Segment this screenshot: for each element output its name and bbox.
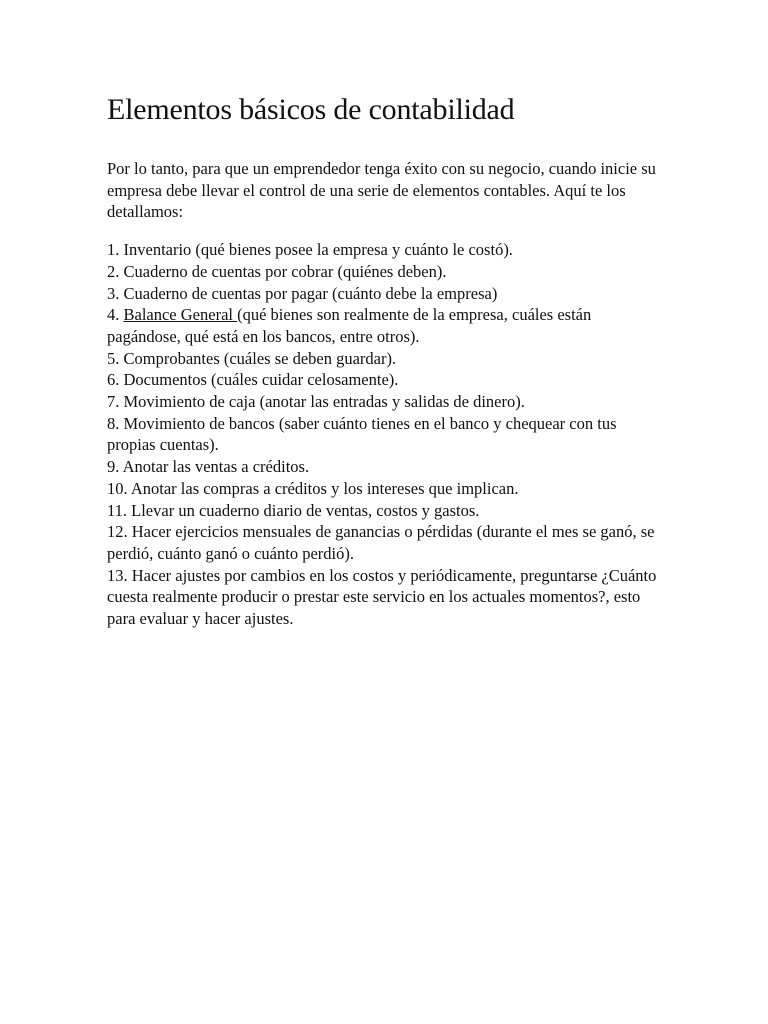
list-item: 12. Hacer ejercicios mensuales de ganancias o pérdidas (durante el mes se ganó, se perdió, cuánto ganó o cuánto perdió). bbox=[107, 522, 655, 563]
intro-paragraph: Por lo tanto, para que un emprendedor tenga éxito con su negocio, cuando inicie su empresa debe llevar el control de una serie de elementos contables. Aquí te los detallamos: bbox=[107, 159, 656, 222]
list-item: 3. Cuaderno de cuentas por pagar (cuánto debe la empresa) bbox=[107, 283, 498, 303]
list-item: 1. Inventario (qué bienes posee la empresa y cuánto le costó). bbox=[107, 240, 513, 260]
list-item: 8. Movimiento de bancos (saber cuánto tienes en el banco y chequear con tus propias cuentas). bbox=[107, 413, 617, 455]
list-item: 11. Llevar un cuaderno diario de ventas, costos y gastos. bbox=[107, 500, 480, 520]
elements-list bbox=[107, 239, 667, 630]
list-item bbox=[107, 304, 667, 347]
list-item-text: (qué bienes son realmente de la empresa, cuáles están pagándose, qué está en los bancos, entre otros). bbox=[107, 305, 592, 346]
page-title: Elementos básicos de contabilidad bbox=[107, 93, 515, 126]
list-item: 10. Anotar las compras a créditos y los intereses que implican. bbox=[107, 478, 519, 498]
list-item: 13. Hacer ajustes por cambios en los costos y periódicamente, preguntarse ¿Cuánto cuesta realmente producir o prestar este servicio en los actuales momentos?, esto para evaluar y hacer ajustes. bbox=[107, 565, 657, 629]
list-item-number: 4. bbox=[107, 305, 124, 325]
list-item: 9. Anotar las ventas a créditos. bbox=[107, 457, 310, 477]
list-item: 2. Cuaderno de cuentas por cobrar (quiénes deben). bbox=[107, 261, 447, 281]
list-item: 7. Movimiento de caja (anotar las entradas y salidas de dinero). bbox=[107, 392, 525, 412]
document-page bbox=[107, 92, 667, 630]
list-item: 6. Documentos (cuáles cuidar celosamente). bbox=[107, 370, 399, 390]
balance-general-link[interactable]: Balance General bbox=[123, 305, 238, 325]
list-item: 5. Comprobantes (cuáles se deben guardar). bbox=[107, 348, 397, 368]
